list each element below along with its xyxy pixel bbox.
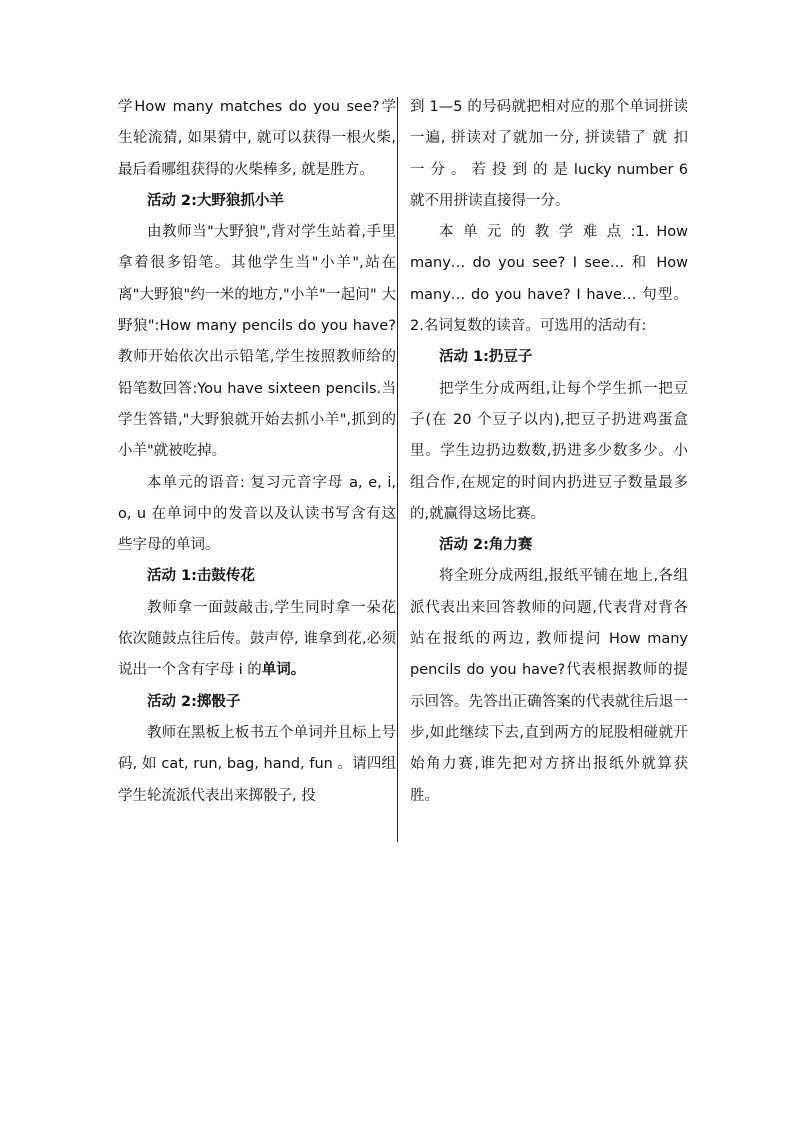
paragraph-beans-activity: 把学生分成两组,让每个学生抓一把豆子(在 20 个豆子以内),把豆子扔进鸡蛋盒里。学生边扔边数数,扔进多少数多少。小组合作,在规定的时间内扔进豆子数量最多的,就赢得这场比赛。	[410, 380, 688, 522]
paragraph-difficulty: 本 单 元 的 教 学 难 点 :1. How many… do you see? I see… 和 How many… do you have? I have… 句型。2.名词复数的读音。可选用的活动有:	[410, 224, 688, 335]
column-divider	[397, 97, 398, 842]
paragraph-dice-activity: 教师在黑板上板书五个单词并且标上号码, 如 cat, run, bag, hand, fun 。请四组学生轮流派代表出来掷骰子, 投	[118, 724, 396, 804]
drum-text-bold: 单词。	[261, 662, 306, 679]
paragraph-dice-continued: 到 1—5 的号码就把相对应的那个单词拼读一遍, 拼读对了就加一分, 拼读错了 就 扣 一 分 。 若 投 到 的 是 lucky number 6 就不用拼读直接得一分。	[410, 99, 688, 209]
drum-text: 教师拿一面鼓敲击,学生同时拿一朵花依次随鼓点往后传。鼓声停, 谁拿到花,必须说出一个含有字母 i 的	[118, 599, 396, 679]
paragraph-wrestle-activity: 将全班分成两组,报纸平铺在地上,各组派代表出来回答教师的问题,代表背对背各站在报纸的两边, 教师提问 How many pencils do you have?代表根据教师的提示回答。先答出正确答案的代表就往后退一步,如此继续下去,直到两方的屁股相碰就开始角力赛,谁先把对方挤出报纸外就算获胜。	[410, 568, 688, 804]
right-column	[410, 92, 688, 812]
heading-dice-activity: 活动 2:掷骰子	[147, 693, 241, 710]
paragraph-wolf-activity: 由教师当"大野狼",背对学生站着,手里拿着很多铅笔。其他学生当"小羊",站在离"大野狼"约一米的地方,"小羊"一起问" 大野狼":How many pencils do you have? 教师开始依次出示铅笔,学生按照教师给的铅笔数回答:You have sixteen pencils.当学生答错,"大野狼就开始去抓小羊",抓到的小羊"就被吃掉。	[118, 224, 396, 460]
heading-beans-activity: 活动 1:扔豆子	[439, 349, 533, 366]
heading-drum-activity: 活动 1:击鼓传花	[147, 568, 255, 585]
heading-wrestle-activity: 活动 2:角力赛	[439, 537, 533, 554]
paragraph-matches-guess: 学How many matches do you see?学生轮流猜, 如果猜中, 就可以获得一根火柴, 最后看哪组获得的火柴棒多, 就是胜方。	[118, 99, 396, 178]
paragraph-drum-activity	[118, 593, 396, 687]
heading-wolf-activity: 活动 2:大野狼抓小羊	[147, 192, 284, 209]
paragraph-phonics: 本单元的语音: 复习元音字母 a, e, i, o, u 在单词中的发音以及认读书写含有这些字母的单词。	[118, 474, 396, 554]
left-column	[118, 92, 396, 812]
